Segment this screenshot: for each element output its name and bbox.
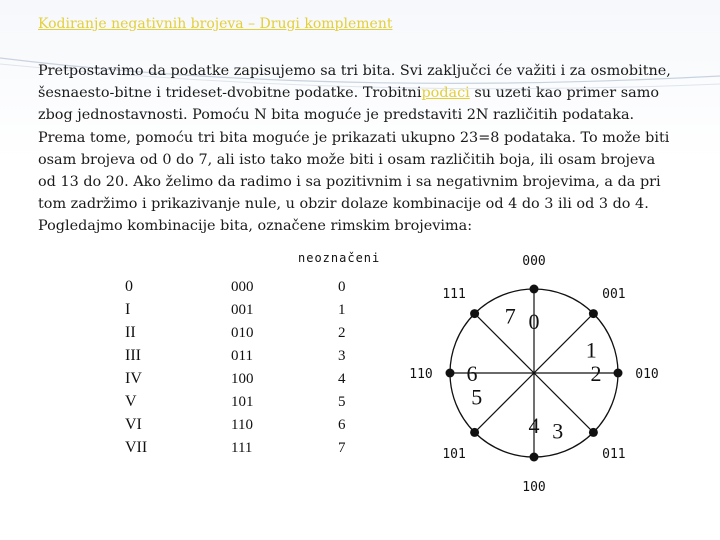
roman-label: V xyxy=(125,393,137,410)
podaci-link[interactable]: podaci xyxy=(421,85,470,102)
bit-combination-figure xyxy=(100,243,660,495)
wheel-node xyxy=(530,285,539,294)
wheel-outer-label: 100 xyxy=(522,480,546,495)
unsigned-value: 1 xyxy=(338,302,346,318)
unsigned-value: 5 xyxy=(338,394,346,410)
unsigned-value: 3 xyxy=(338,348,346,364)
wheel-outer-label: 110 xyxy=(409,367,433,382)
unsigned-header: neoznačeni xyxy=(298,251,381,265)
paragraph-line: osam brojeva od 0 do 7, ali isto tako može biti i osam različitih boja, ili osam brojeva xyxy=(38,151,656,168)
paragraph-line: od 13 do 20. Ako želimo da radimo i sa pozitivnim i sa negativnim brojevima, a da pri xyxy=(38,174,661,191)
wheel-node xyxy=(589,428,598,437)
wheel-inner-label: 2 xyxy=(590,361,602,386)
roman-label: 0 xyxy=(125,278,133,295)
wheel-node xyxy=(530,453,539,462)
wheel-node xyxy=(446,369,455,378)
wheel-inner-label: 7 xyxy=(504,303,516,329)
wheel-inner-label: 1 xyxy=(585,337,597,363)
unsigned-value: 4 xyxy=(338,371,346,387)
wheel-inner-label: 5 xyxy=(471,384,483,410)
binary-code: 101 xyxy=(231,394,254,410)
binary-code: 000 xyxy=(231,279,254,295)
paragraph-line: zbog jednostavnosti. Pomoću N bita moguće je predstaviti 2N različitih podataka. xyxy=(38,107,635,124)
wheel-node xyxy=(589,309,598,318)
slide-title[interactable]: Kodiranje negativnih brojeva – Drugi komplement xyxy=(38,16,393,32)
unsigned-value: 0 xyxy=(338,279,346,295)
wheel-node xyxy=(470,428,479,437)
wheel-outer-label: 000 xyxy=(522,254,546,269)
paragraph-text: su uzeti kao primer samo xyxy=(469,85,660,102)
wheel-inner-label: 4 xyxy=(528,413,540,438)
roman-label: II xyxy=(125,324,136,341)
binary-code: 011 xyxy=(231,348,253,364)
paragraph-text: šesnaesto-bitne i trideset-dvobitne podatke. Trobitni xyxy=(38,85,422,102)
paragraph-line: Pogledajmo kombinacije bita, označene rimskim brojevima: xyxy=(38,218,473,235)
wheel-outer-label: 001 xyxy=(602,287,626,303)
binary-code: 100 xyxy=(231,371,254,387)
paragraph-line: tom zadržimo i prikazivanje nule, u obzir dolaze kombinacije od 4 do 3 ili od 3 do 4. xyxy=(38,196,649,213)
wheel-node xyxy=(614,369,623,378)
paragraph-line xyxy=(38,82,718,104)
wheel-outer-label: 101 xyxy=(442,446,466,462)
roman-label: VI xyxy=(125,416,142,433)
wheel-inner-label: 6 xyxy=(466,361,478,386)
binary-code: 001 xyxy=(231,302,254,318)
wheel-outer-label: 111 xyxy=(442,287,466,303)
binary-code: 010 xyxy=(231,325,254,341)
unsigned-value: 6 xyxy=(338,417,346,433)
wheel-node xyxy=(470,309,479,318)
roman-label: I xyxy=(125,301,131,318)
binary-code: 111 xyxy=(231,440,253,456)
wheel-outer-label: 010 xyxy=(635,367,659,382)
paragraph-line: Prema tome, pomoću tri bita moguće je prikazati ukupno 23=8 podataka. To može biti xyxy=(38,129,670,146)
paragraph-line: Pretpostavimo da podatke zapisujemo sa tri bita. Svi zaključci će važiti i za osmobitne, xyxy=(38,63,671,79)
unsigned-value: 7 xyxy=(338,440,346,456)
wheel-inner-label: 3 xyxy=(552,418,564,444)
unsigned-value: 2 xyxy=(338,325,346,341)
body-paragraph xyxy=(38,60,718,238)
bit-table xyxy=(125,278,346,456)
roman-label: III xyxy=(125,347,141,364)
bit-wheel xyxy=(409,254,658,495)
figure-svg xyxy=(100,243,660,495)
wheel-inner-label: 0 xyxy=(528,309,540,334)
roman-label: IV xyxy=(125,370,142,387)
wheel-outer-label: 011 xyxy=(602,446,626,462)
roman-label: VII xyxy=(125,439,148,456)
binary-code: 110 xyxy=(231,417,253,433)
